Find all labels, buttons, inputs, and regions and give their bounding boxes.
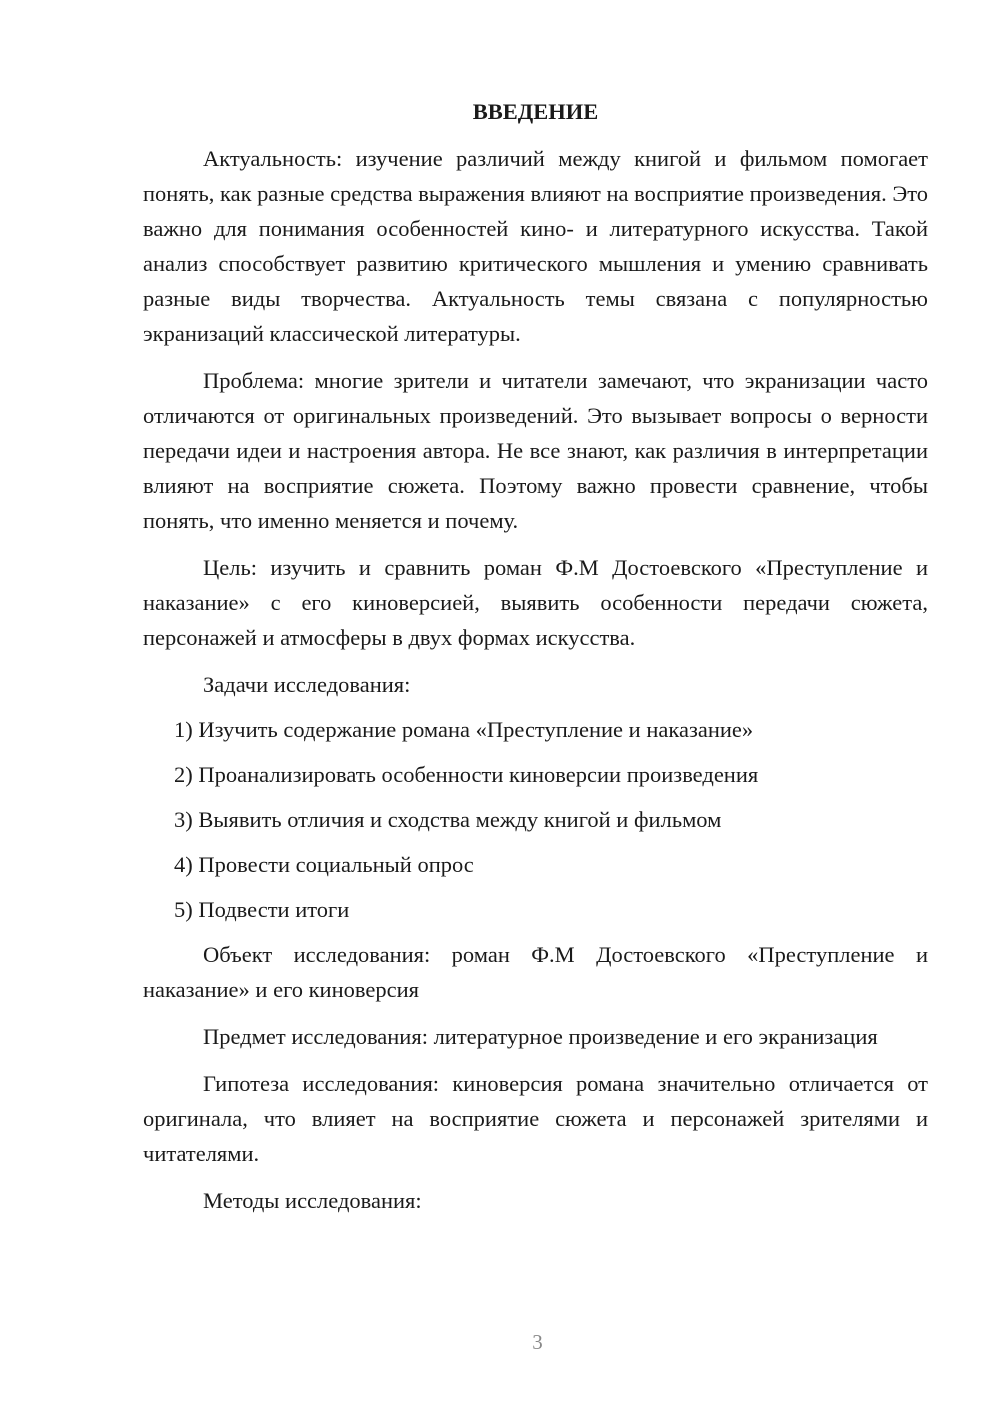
- problem-paragraph: Проблема: многие зрители и читатели замечают, что экранизации часто отличаются от оригинальных произведений. Это вызывает вопросы о верности передачи идеи и настроения автора. Не все знают, как различия в интерпретации влияют на восприятие сюжета. Поэтому важно провести сравнение, чтобы понять, что именно меняется и почему.: [143, 368, 928, 533]
- goal-paragraph: Цель: изучить и сравнить роман Ф.М Достоевского «Преступление и наказание» с его киноверсией, выявить особенности передачи сюжета, персонажей и атмосферы в двух формах искусства.: [143, 555, 928, 650]
- methods-heading: Методы исследования:: [203, 1188, 422, 1213]
- task-item: 3) Выявить отличия и сходства между книгой и фильмом: [174, 807, 722, 832]
- subject-paragraph: Предмет исследования: литературное произведение и его экранизация: [203, 1024, 878, 1049]
- task-item: 2) Проанализировать особенности киноверсии произведения: [174, 762, 759, 787]
- page-content: [143, 94, 928, 1230]
- relevance-paragraph: Актуальность: изучение различий между книгой и фильмом помогает понять, как разные средства выражения влияют на восприятие произведения. Это важно для понимания особенностей кино- и литературного искусства. Такой анализ способствует развитию критического мышления и умению сравнивать разные виды творчества. Актуальность темы связана с популярностью экранизаций классической литературы.: [143, 146, 928, 346]
- object-paragraph: Объект исследования: роман Ф.М Достоевского «Преступление и наказание» и его киноверсия: [143, 942, 928, 1002]
- tasks-list: [143, 712, 928, 927]
- task-item: 1) Изучить содержание романа «Преступление и наказание»: [174, 717, 754, 742]
- page-number: 3: [532, 1330, 543, 1354]
- tasks-heading: Задачи исследования:: [203, 672, 411, 697]
- task-item: 5) Подвести итоги: [174, 897, 350, 922]
- hypothesis-paragraph: Гипотеза исследования: киноверсия романа значительно отличается от оригинала, что влияет на восприятие сюжета и персонажей зрителями и читателями.: [143, 1071, 928, 1166]
- section-title: ВВЕДЕНИЕ: [472, 99, 599, 124]
- task-item: 4) Провести социальный опрос: [174, 852, 474, 877]
